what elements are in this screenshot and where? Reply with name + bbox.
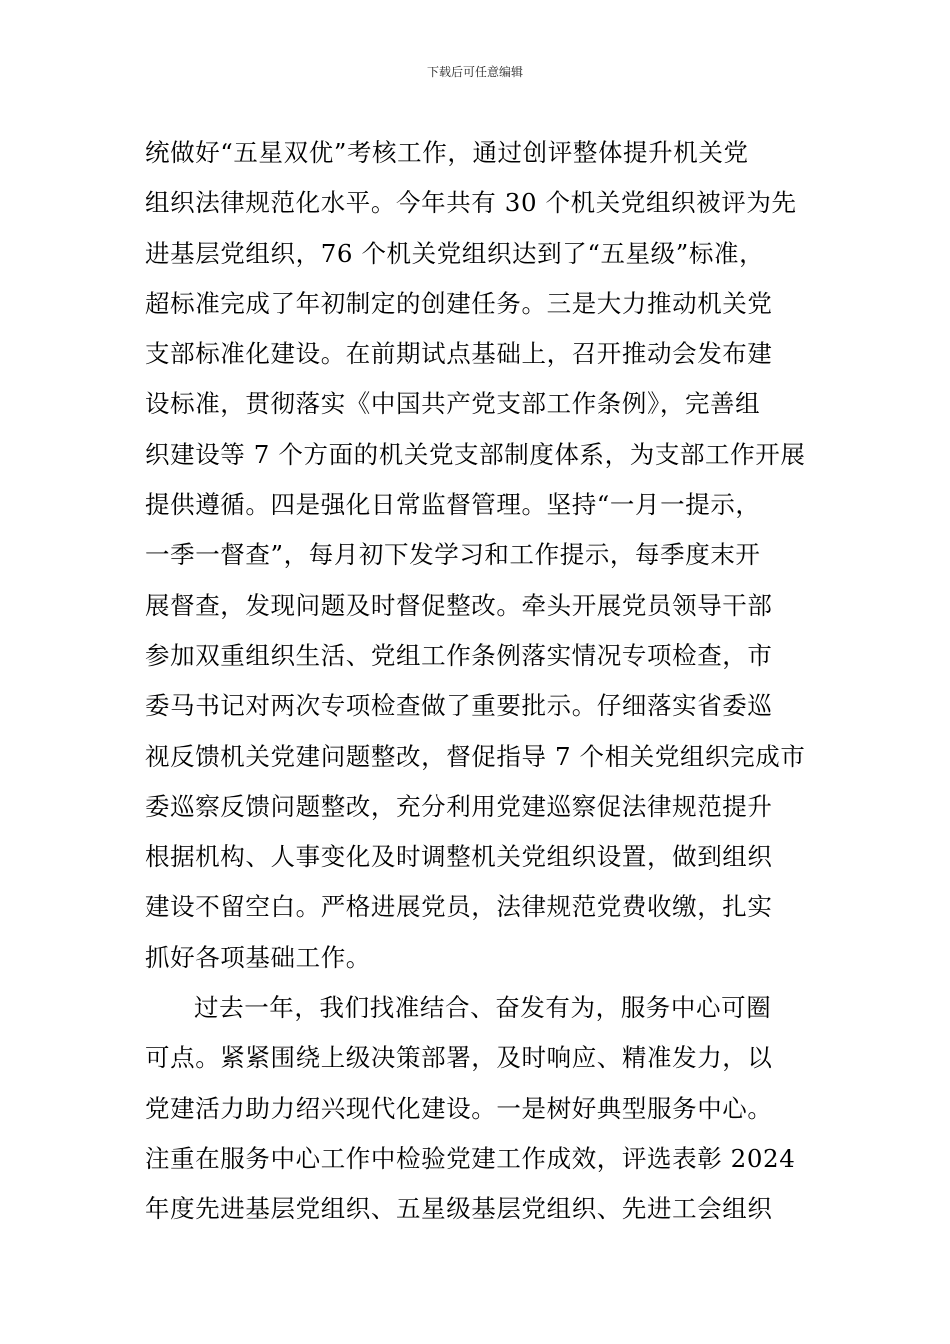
text-line: 设标准，贯彻落实《中国共产党支部工作条例》，完善组 <box>145 389 761 419</box>
text-line: 一季一督查”，每月初下发学习和工作提示，每季度末开 <box>145 540 761 570</box>
text-line: 支部标准化建设。在前期试点基础上，召开推动会发布建 <box>145 339 773 369</box>
text-line: 参加双重组织生活、党组工作条例落实情况专项检查，市 <box>145 640 773 670</box>
text-line: 织建设等 7 个方面的机关党支部制度体系，为支部工作开展 <box>145 439 806 469</box>
text-line: 委巡察反馈问题整改，充分利用党建巡察促法律规范提升 <box>145 791 773 821</box>
text-line: 建设不留空白。严格进展党员，法律规范党费收缴，扎实 <box>145 892 773 922</box>
text-line: 组织法律规范化水平。今年共有 30 个机关党组织被评为先 <box>145 188 797 218</box>
text-line: 抓好各项基础工作。 <box>145 942 371 972</box>
text-line: 党建活力助力绍兴现代化建设。一是树好典型服务中心。 <box>145 1093 773 1123</box>
text-line: 统做好“五星双优”考核工作，通过创评整体提升机关党 <box>145 138 749 167</box>
text-line: 视反馈机关党建问题整改，督促指导 7 个相关党组织完成市 <box>145 741 806 771</box>
text-line: 进基层党组织，76 个机关党组织达到了“五星级”标准， <box>145 238 765 268</box>
page-header: 下载后可任意编辑 <box>426 65 523 79</box>
document-body <box>145 128 807 1235</box>
text-line: 提供遵循。四是强化日常监督管理。坚持“一月一提示， <box>145 490 761 520</box>
text-line: 超标准完成了年初制定的创建任务。三是大力推动机关党 <box>145 288 773 318</box>
text-line: 年度先进基层党组织、五星级基层党组织、先进工会组织 <box>145 1194 773 1224</box>
text-line: 注重在服务中心工作中检验党建工作成效，评选表彰 2024 <box>145 1143 796 1173</box>
text-line: 可点。紧紧围绕上级决策部署，及时响应、精准发力，以 <box>145 1043 773 1073</box>
text-line: 委马书记对两次专项检查做了重要批示。仔细落实省委巡 <box>145 691 773 721</box>
paragraph-first-line: 过去一年，我们找准结合、奋发有为，服务中心可圈 <box>194 993 772 1023</box>
text-line: 根据机构、人事变化及时调整机关党组织设置，做到组织 <box>145 842 773 872</box>
text-line: 展督查，发现问题及时督促整改。牵头开展党员领导干部 <box>145 590 773 620</box>
